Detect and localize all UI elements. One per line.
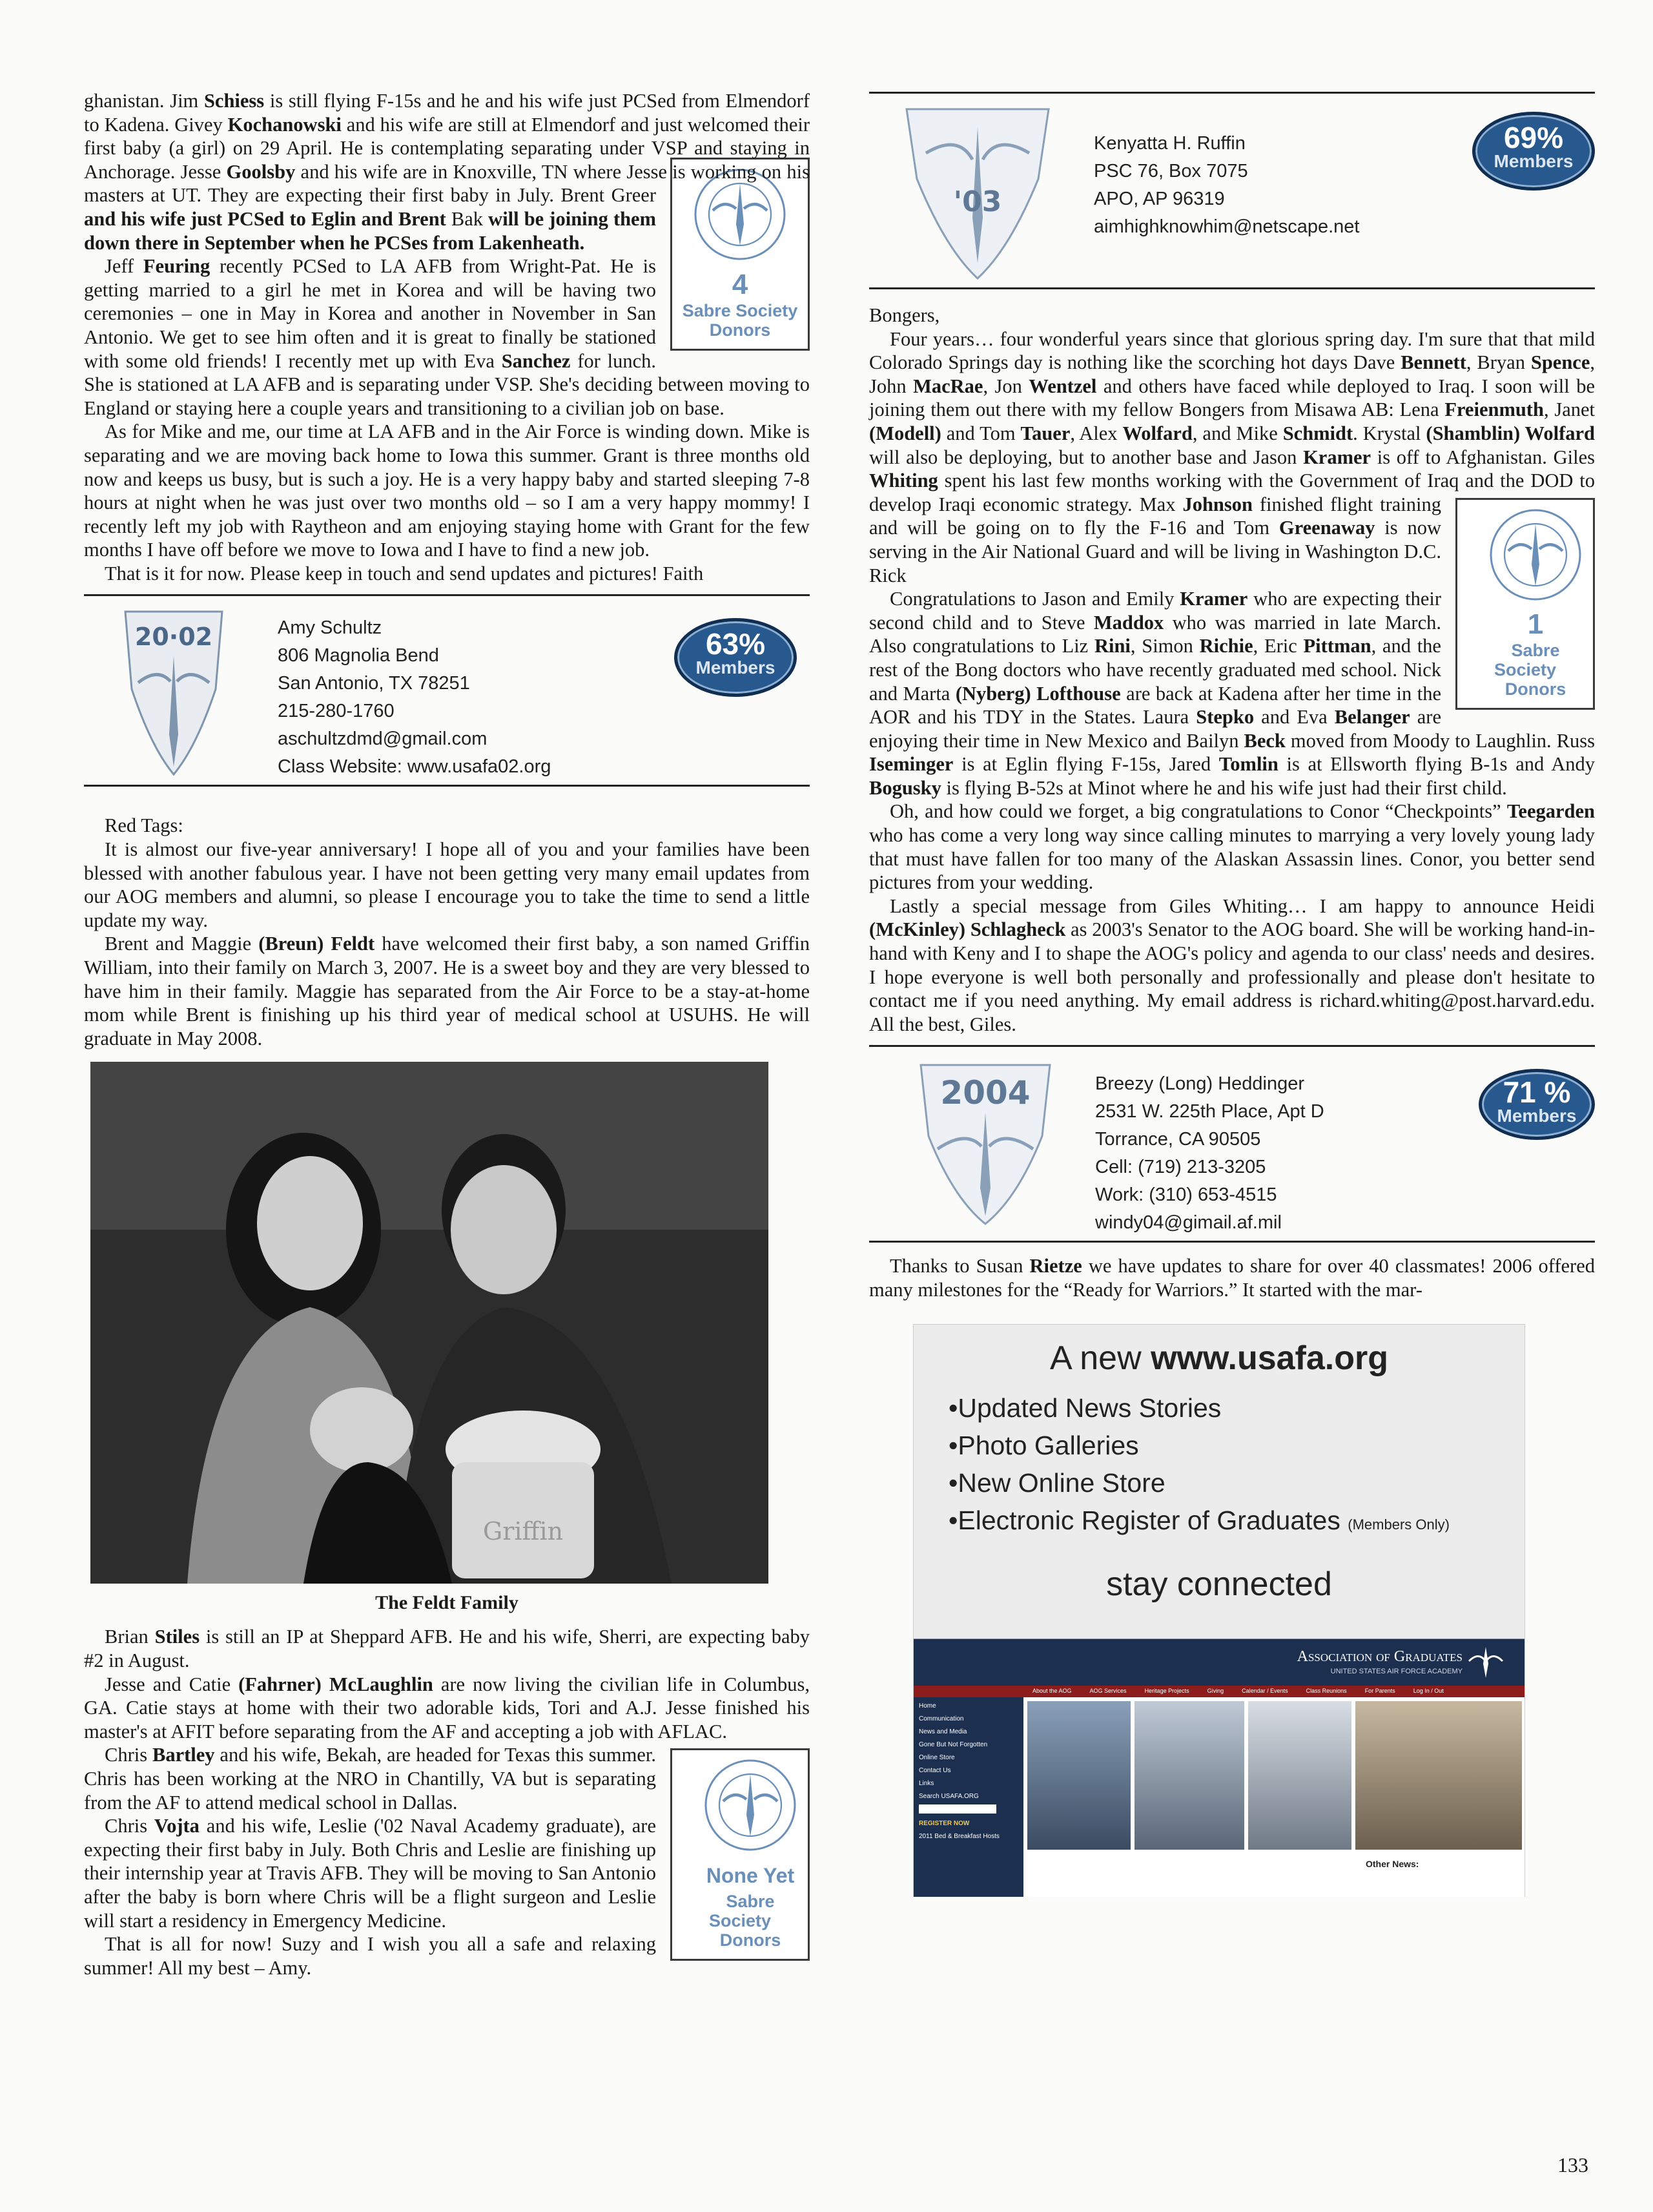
contact-city: Torrance, CA 90505 <box>1095 1129 1261 1150</box>
paragraph-congratulations: Congratulations to Jason and Emily Kramer who are expecting their second child and to Steve Maddox who was married in late March. Also congratulations to Liz Rini, Simon Richie, Eric Pittman, and the rest of the Bong doctors who have recently graduated med school. Nick and Marta (Nyberg) Lofthouse are back at Kadena after her time in the AOR and his TDY in the States. Laura Stepko and Eva Belanger are enjoying their time in New Mexico and Bailyn Beck moved from Moody to Laughlin. Russ Iseminger is at Eglin flying F-15s, Jared Tomlin is at Ellsworth flying B-1s and Andy Bogusky is flying B-52s at Minot where he and his wife just had their first child. <box>869 588 1595 799</box>
sabre-society-badge: None Yet Sabre Society Donors <box>670 1748 810 1961</box>
class-2002-crest-icon <box>119 605 229 778</box>
site-search-label: Search USAFA.ORG <box>919 1792 979 1800</box>
paragraph-schiess: ghanistan. Jim Schiess is still flying F-15s and he and his wife just PCSed from Elmendorf to Kadena. Givey Kochanowski and his wife are still at Elmendorf and just welcomed their first baby (a girl) on 29 April. He is contemplating separating under VSP and staying in Anchorage. Jesse Goolsby and his wife are in Knoxville, TN where Jesse is working on his masters at UT. They are expecting their first baby in July. Brent 4 Sabre Society Donors Greer and his wife just PCSed to Eglin and Brent Bak will be joining them down there in September when he PCSes from Lakenheath. <box>84 89 810 254</box>
contact-email[interactable]: windy04@gimail.af.mil <box>1095 1212 1282 1234</box>
usafa-org-advertisement <box>913 1324 1525 1897</box>
class-2002-contact <box>84 596 810 785</box>
paragraph-vojta: Chris Vojta and his wife, Leslie ('02 Naval Academy graduate), are expecting their first baby in July. Both Chris and Leslie are finishing up their internship year at Travis AFB. They will be moving to San Antonio after the baby is born where Chris will be a flight surgeon and Leslie will start a residency in Emergency Medicine. <box>84 1815 657 1932</box>
site-title: Association of Graduates <box>1297 1648 1463 1665</box>
ad-feature-item: •Electronic Register of Graduates (Members Only) <box>949 1505 1450 1535</box>
site-nav-item[interactable]: Giving <box>1207 1687 1224 1694</box>
paragraph-bartley: Chris Bartley and his wife, Bekah, are headed for Texas this summer. Chris has been working at the NRO in Chantilly, VA but is separating from the AF to attend medical school in Dallas. <box>84 1744 656 1814</box>
contact-phone: 215-280-1760 <box>278 701 395 722</box>
photo-caption: The Feldt Family <box>375 1592 518 1614</box>
feldt-family-photo <box>90 1062 768 1584</box>
crest-year: 2004 <box>940 1074 1031 1112</box>
site-other-news: Other News: <box>1366 1858 1419 1869</box>
paragraph-teegarden: Oh, and how could we forget, a big congratulations to Conor “Checkpoints” Teegarden who has come a very long way since calling minutes to marrying a very lovely young lady that must have fallen for too many of the Alaskan Assassin lines. Conor, you better send pictures from your wedding. <box>869 800 1595 894</box>
family-photo-illustration <box>90 1062 768 1584</box>
class-2003-contact <box>869 94 1595 287</box>
right-column <box>869 92 1595 1897</box>
site-photo-pilot <box>1135 1701 1244 1850</box>
left-column <box>84 89 810 1979</box>
ad-url[interactable]: www.usafa.org <box>1151 1339 1389 1377</box>
bullet-icon: • <box>949 1430 958 1460</box>
paragraph-anniversary: It is almost our five-year anniversary! I hope all of you and your families have been blessed with another fabulous year. I have not been getting very many email updates from our AOG members and alumni, so please I encourage you to take the time to send a little update my way. <box>84 838 810 931</box>
site-nav-item[interactable]: AOG Services <box>1089 1687 1127 1694</box>
site-search-input[interactable] <box>919 1804 996 1814</box>
members-only-note: (Members Only) <box>1348 1516 1450 1533</box>
site-sidebar-item[interactable]: Contact Us <box>919 1766 951 1774</box>
contact-city: San Antonio, TX 78251 <box>278 673 470 694</box>
paragraph-feuring: Jeff Feuring recently PCSed to LA AFB from Wright-Pat. He is getting married to a girl he met in Korea and will be having two ceremonies – one in May in Korea and another in November in San Antonio. We get to see him often and it is great to finally be stationed with some old friends! I recently met up with Eva Sanchez for lunch. She is stationed at LA AFB and is separating under VSP. She's deciding between moving to England or staying here a couple years and transitioning to a civilian job on base. <box>84 255 810 419</box>
site-nav-item[interactable]: Class Reunions <box>1306 1687 1347 1694</box>
site-nav-item[interactable]: About the AOG <box>1032 1687 1072 1694</box>
paragraph-giles-message: Lastly a special message from Giles Whiting… I am happy to announce Heidi (McKinley) Schlagheck as 2003's Senator to the AOG board. She will be working hand-in-hand with Keny and I to shape the AOG's policy and agenda to our class' needs and desires. I hope everyone is well both personally and professionally and please don't hesitate to contact me if you need anything. My email address is richard.whiting@post.harvard.edu. All the best, Giles. <box>869 894 1595 1035</box>
ad-feature-item: •New Online Store <box>949 1467 1165 1498</box>
members-badge: 71 % Members <box>1479 1069 1595 1140</box>
paragraph-mclaughlin: Jesse and Catie (Fahrner) McLaughlin are now living the civilian life in Columbus, GA. Catie stays at home with their two adorable kids, Tori and A.J. Jesse finished his master's at AFIT before separating from the AF and accepting a job with AFLAC. None Yet Sabre Society Donors <box>84 1673 810 1744</box>
contact-name: Breezy (Long) Heddinger <box>1095 1073 1305 1095</box>
ad-feature-item: •Updated News Stories <box>949 1392 1222 1423</box>
site-nav-item[interactable]: Log In / Out <box>1413 1687 1444 1694</box>
paragraph-bongers: Bongers, <box>869 304 940 326</box>
site-photo-cadet <box>1027 1701 1131 1850</box>
paragraph-signoff-amy: That is all for now! Suzy and I wish you all a safe and relaxing summer! All my best – Amy. <box>84 1933 656 1979</box>
sabre-society-seal-icon <box>1487 506 1584 603</box>
site-photo-athlete <box>1355 1701 1522 1850</box>
contact-street: 2531 W. 225th Place, Apt D <box>1095 1101 1324 1122</box>
contact-website[interactable]: Class Website: www.usafa02.org <box>278 756 551 778</box>
site-nav <box>914 1686 1525 1697</box>
contact-address <box>278 614 551 781</box>
site-register-link[interactable]: REGISTER NOW <box>919 1819 970 1827</box>
contact-street: PSC 76, Box 7075 <box>1094 161 1248 181</box>
contact-cell: Cell: (719) 213-3205 <box>1095 1157 1266 1178</box>
contact-street: 806 Magnolia Bend <box>278 645 439 667</box>
contact-city: APO, AP 96319 <box>1094 189 1225 209</box>
ad-feature-item: •Photo Galleries <box>949 1430 1139 1460</box>
ad-feature-list <box>949 1389 1450 1544</box>
sabre-society-badge: 1 Sabre Society Donors <box>1455 498 1595 710</box>
paragraph-signoff-faith: That is it for now. Please keep in touch and send updates and pictures! Faith <box>105 562 704 584</box>
crest-year: '03 <box>953 185 1002 218</box>
members-badge: 69% Members <box>1472 112 1595 191</box>
contact-work: Work: (310) 653-4515 <box>1095 1184 1277 1206</box>
blanket-name-text: Griffin <box>482 1517 564 1546</box>
contact-name: Kenyatta H. Ruffin <box>1094 133 1246 154</box>
sabre-society-seal-icon <box>702 1757 799 1854</box>
contact-email[interactable]: aimhighknowhim@netscape.net <box>1094 216 1360 237</box>
section-divider <box>869 1241 1595 1243</box>
class-2004-contact <box>869 1047 1595 1241</box>
paragraph-mike-and-me: As for Mike and me, our time at LA AFB and in the Air Force is winding down. Mike is separating and we are moving back home to Iowa this summer. Grant is three months old now and keeps us busy, but is such a joy. He is a very happy baby and started sleeping 7-8 hours at night when he was just over two months old – so I am a very happy mommy! I recently left my job with Raytheon and am enjoying staying home with Grant for the few months I have off before we move to Iowa and I have to find a new job. <box>84 420 810 561</box>
site-sidebar-item[interactable]: News and Media <box>919 1728 967 1735</box>
ad-headline: A new www.usafa.org <box>1049 1339 1389 1377</box>
bullet-icon: • <box>949 1505 958 1535</box>
aog-wings-logo-icon <box>1466 1644 1505 1680</box>
paragraph-four-years: Four years… four wonderful years since that glorious spring day. I'm sure that that mild Colorado Springs day is nothing like the scorching hot days Dave Bennett, Bryan Spence, John MacRae, Jon Wentzel and others have faced while deployed to Iraq. I soon will be joining them out there with my fellow Bongers from Misawa AB: Lena Freienmuth, Janet (Modell) and Tom Tauer, Alex Wolfard, and Mike Schmidt. Krystal (Shamblin) Wolfard will also be deploying, but to another base and Jason Kramer is off to Afghanistan. Giles Whiting spent his last few months working with the Government of Iraq and the DOD to develop Iraqi economic strategy. Max 1 Sabre Society Donors Johnson finished flight training and will be going on to fly the F-16 and Tom Greenaway is now serving in the Air National Guard and will be living in Washington D.C. Rick <box>869 327 1595 588</box>
site-sidebar-item[interactable]: Home <box>919 1702 936 1710</box>
site-sidebar <box>914 1697 1023 1897</box>
site-sidebar-item[interactable]: 2011 Bed & Breakfast Hosts <box>919 1832 1000 1840</box>
site-sidebar-item[interactable]: Online Store <box>919 1753 955 1761</box>
site-photo-theater <box>1248 1701 1351 1850</box>
paragraph-feldt: Brent and Maggie (Breun) Feldt have welcomed their first baby, a son named Griffin William, into their family on March 3, 2007. He is a sweet boy and they are very blessed to have him in their family. Maggie has separated from the Air Force to be a stay-at-home mom while Brent is finishing up his third year of medical school at USUHS. He will graduate in May 2008. <box>84 933 810 1049</box>
site-nav-item[interactable]: Calendar / Events <box>1242 1687 1288 1694</box>
site-sidebar-item[interactable]: Gone But Not Forgotten <box>919 1741 988 1748</box>
class-2004-crest-icon <box>914 1059 1056 1228</box>
bullet-icon: • <box>949 1392 958 1423</box>
contact-email[interactable]: aschultzdmd@gmail.com <box>278 729 488 750</box>
contact-address <box>1094 130 1360 241</box>
site-nav-item[interactable]: Heritage Projects <box>1144 1687 1189 1694</box>
page-number: 133 <box>1557 2153 1588 2176</box>
website-screenshot <box>914 1638 1525 1897</box>
site-sidebar-item[interactable]: Links <box>919 1779 934 1787</box>
section-divider <box>84 785 810 787</box>
paragraph-stiles: Brian Stiles is still an IP at Sheppard AFB. He and his wife, Sherri, are expecting baby #2 in August. <box>84 1626 810 1671</box>
paragraph-red-tags: Red Tags: <box>105 814 183 837</box>
site-subtitle: UNITED STATES AIR FORCE ACADEMY <box>1330 1667 1463 1675</box>
bullet-icon: • <box>949 1467 958 1498</box>
contact-name: Amy Schultz <box>278 617 382 639</box>
contact-address <box>1095 1070 1324 1237</box>
site-sidebar-item[interactable]: Communication <box>919 1715 964 1722</box>
members-badge: 63% Members <box>674 618 797 697</box>
paragraph-rietze: Thanks to Susan Rietze we have updates to share for over 40 classmates! 2006 offered many milestones for the “Ready for Warriors.” It started with the mar- <box>869 1255 1595 1301</box>
ad-tagline: stay connected <box>1106 1565 1332 1603</box>
sabre-society-badge: 4 Sabre Society Donors <box>670 158 810 351</box>
section-divider <box>869 287 1595 289</box>
site-header <box>914 1639 1525 1686</box>
crest-year: 20·02 <box>134 623 213 652</box>
site-nav-item[interactable]: For Parents <box>1364 1687 1395 1694</box>
class-2003-crest-icon <box>900 101 1055 282</box>
